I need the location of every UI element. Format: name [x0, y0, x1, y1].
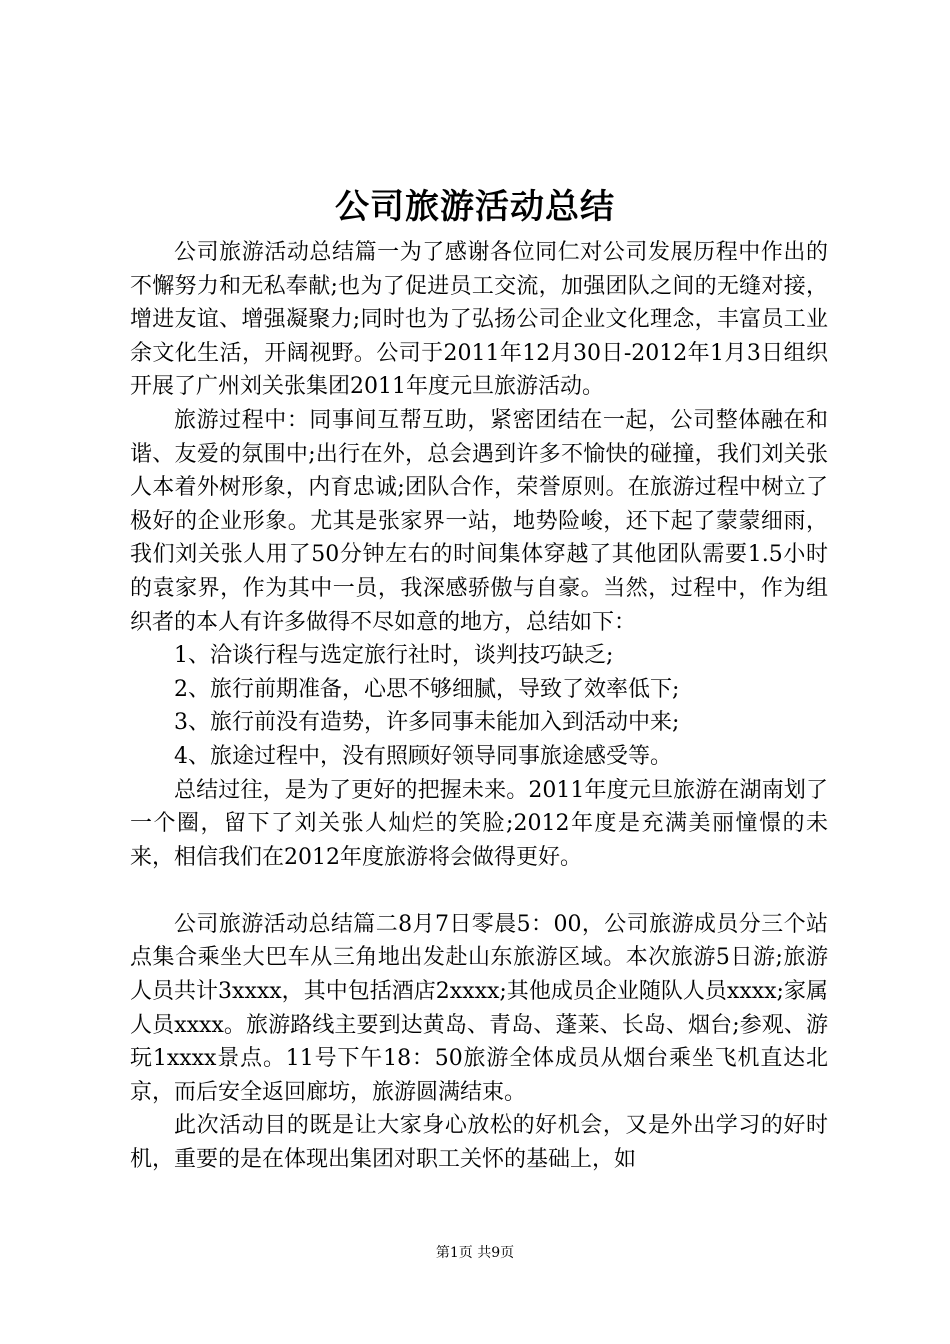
list-item: 4、旅途过程中，没有照顾好领导同事旅途感受等。: [174, 743, 672, 769]
paragraph: 总结过往，是为了更好的把握未来。2011年度元旦旅游在湖南划了一个圈，留下了刘关张人灿烂的笑脸;2012年度是充满美丽憧憬的未来，相信我们在2012年度旅游将会做得更好。: [130, 777, 828, 870]
list-item: 2、旅行前期准备，心思不够细腻，导致了效率低下;: [174, 676, 680, 702]
paragraph: 公司旅游活动总结篇一为了感谢各位同仁对公司发展历程中作出的不懈努力和无私奉献;也为了促进员工交流，加强团队之间的无缝对接，增进友谊、增强凝聚力;同时也为了弘扬公司企业文化理念，丰富员工业余文化生活，开阔视野。公司于2011年12月30日-2012年1月3日组织开展了广州刘关张集团2011年度元旦旅游活动。: [130, 240, 828, 400]
paragraph: 公司旅游活动总结篇二8月7日零晨5：00，公司旅游成员分三个站点集合乘坐大巴车从三角地出发赴山东旅游区域。本次旅游5日游;旅游人员共计3xxxx，其中包括酒店2xxxx;其他成员企业随队人员xxxx;家属人员xxxx。旅游路线主要到达黄岛、青岛、蓬莱、长岛、烟台;参观、游玩1xxxx景点。11号下午18：50旅游全体成员从烟台乘坐飞机直达北京，而后安全返回廊坊，旅游圆满结束。: [130, 911, 828, 1105]
list-item: 1、洽谈行程与选定旅行社时，谈判技巧缺乏;: [174, 643, 614, 669]
page-title: 公司旅游活动总结: [335, 187, 615, 227]
list-item: 3、旅行前没有造势，许多同事未能加入到活动中来;: [174, 710, 680, 736]
paragraph-gap: [130, 874, 828, 908]
paragraph: 此次活动目的既是让大家身心放松的好机会，又是外出学习的好时机，重要的是在体现出集团对职工关怀的基础上，如: [130, 1113, 828, 1173]
document-body: [130, 236, 828, 1177]
paragraph: 旅游过程中：同事间互帮互助，紧密团结在一起，公司整体融在和谐、友爱的氛围中;出行在外，总会遇到许多不愉快的碰撞，我们刘关张人本着外树形象，内育忠诚;团队合作，荣誉原则。在旅游过程中树立了极好的企业形象。尤其是张家界一站，地势险峻，还下起了蒙蒙细雨，我们刘关张人用了50分钟左右的时间集体穿越了其他团队需要1.5小时的袁家界，作为其中一员，我深感骄傲与自豪。当然，过程中，作为组织者的本人有许多做得不尽如意的地方，总结如下：: [130, 407, 828, 635]
page-footer: 第1页 共9页: [435, 1245, 515, 1261]
